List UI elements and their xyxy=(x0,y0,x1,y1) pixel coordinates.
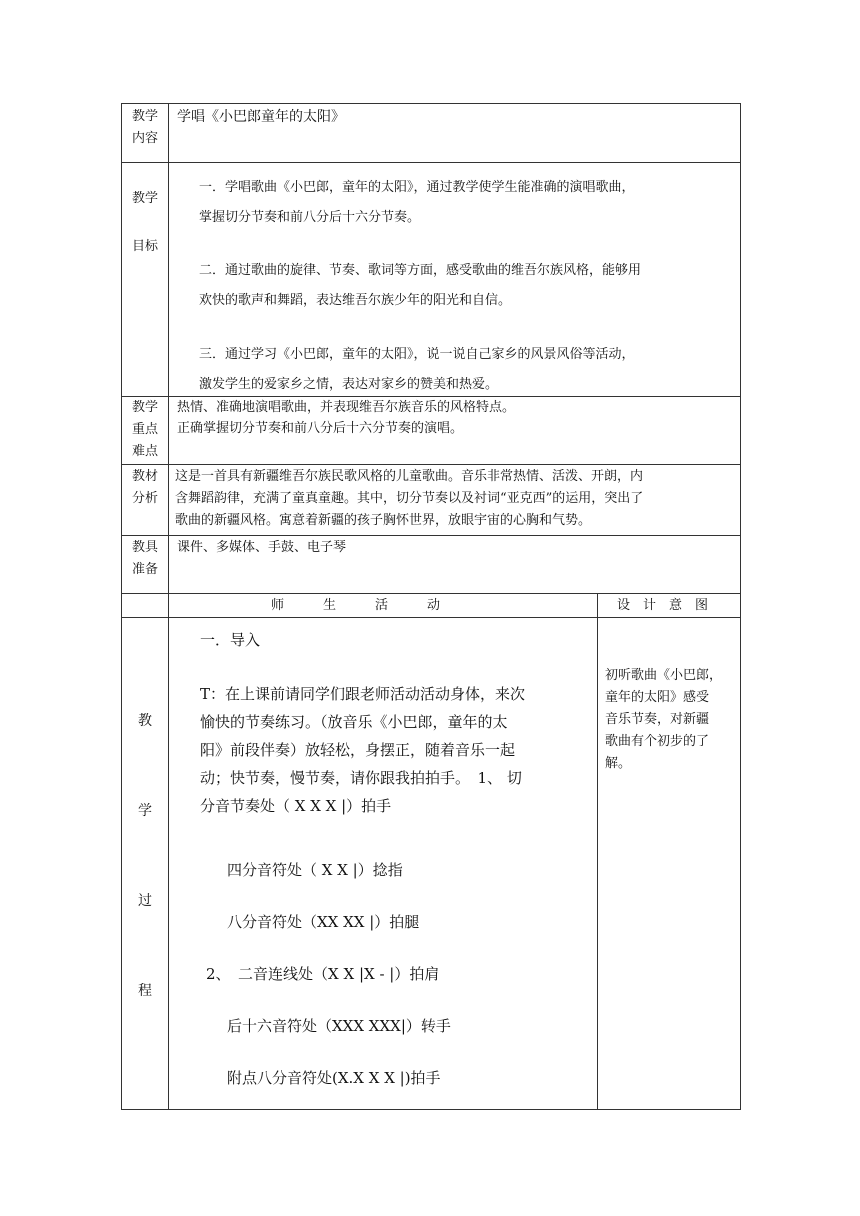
process-paragraph: T：在上课前请同学们跟老师活动活动身体，来次 愉快的节奏练习。（放音乐《小巴郎，童年的太 阳》前段伴奏）放轻松，身摆正，随着音乐一起 动；快节奏，慢节奏，请你跟我拍拍手。 1、 切 分音节奏处（ X X X |）拍手 xyxy=(200,685,526,815)
row-divider xyxy=(121,162,741,163)
rhythm-item: 后十六音符处（XXX XXX|）转手 xyxy=(227,1017,451,1035)
goals-list xyxy=(199,173,641,400)
process-label: 教 学 过 程 xyxy=(138,713,152,999)
rhythm-item: 2、 二音连线处（X X |X - |）拍肩 xyxy=(206,965,440,983)
design-column-divider xyxy=(597,593,598,1110)
goals-label: 教学 目标 xyxy=(131,191,158,254)
analysis-text: 这是一首具有新疆维吾尔族民歌风格的儿童歌曲。音乐非常热情、活泼、开朗，内 含舞蹈韵律，充满了童真童趣。其中，切分节奏以及衬词“亚克西”的运用，突出了 歌曲的新疆风格。寓意着新疆的孩子胸怀世界，放眼宇宙的心胸和气势。 xyxy=(175,469,644,528)
activities-header: 师 生 活 动 xyxy=(271,598,441,613)
content-text: 学唱《小巴郎童年的太阳》 xyxy=(177,109,345,125)
row-divider xyxy=(121,617,741,618)
rhythm-item: 八分音符处（XX XX |）拍腿 xyxy=(227,913,420,931)
design-header: 设 计 意 图 xyxy=(617,598,709,613)
goal-item: 三．通过学习《小巴郎，童年的太阳》，说一说自己家乡的风景风俗等活动， 激发学生的爱家乡之情，表达对家乡的赞美和热爱。 xyxy=(199,347,635,392)
keypoints-label: 教学 重点 难点 xyxy=(131,400,158,459)
goal-item: 一．学唱歌曲《小巴郎，童年的太阳》，通过教学使学生能准确的演唱歌曲， 掌握切分节奏和前八分后十六分节奏。 xyxy=(199,180,635,225)
row-divider xyxy=(121,535,741,536)
row-divider xyxy=(121,464,741,465)
tools-text: 课件、多媒体、手鼓、电子琴 xyxy=(177,540,347,555)
tools-label: 教具 准备 xyxy=(131,540,158,577)
goal-item: 二．通过歌曲的旋律、节奏、歌词等方面，感受歌曲的维吾尔族风格，能够用 欢快的歌声和舞蹈，表达维吾尔族少年的阳光和自信。 xyxy=(199,263,642,308)
analysis-label: 教材 分析 xyxy=(131,469,158,506)
label-column-divider xyxy=(168,103,169,1110)
design-note: 初听歌曲《小巴郎， 童年的太阳》感受 音乐节奏，对新疆 歌曲有个初步的了 解。 xyxy=(605,668,723,771)
row-divider xyxy=(121,593,741,594)
process-heading: 一．导入 xyxy=(200,631,261,649)
rhythm-item: 四分音符处（ X X |）捻指 xyxy=(227,861,403,879)
rhythm-item: 附点八分音符处(X.X X X |)拍手 xyxy=(227,1069,441,1087)
content-label: 教学 内容 xyxy=(131,109,158,146)
lesson-plan-table xyxy=(121,103,741,1110)
keypoints-text: 热情、准确地演唱歌曲，并表现维吾尔族音乐的风格特点。 正确掌握切分节奏和前八分后十六分节奏的演唱。 xyxy=(177,400,516,436)
